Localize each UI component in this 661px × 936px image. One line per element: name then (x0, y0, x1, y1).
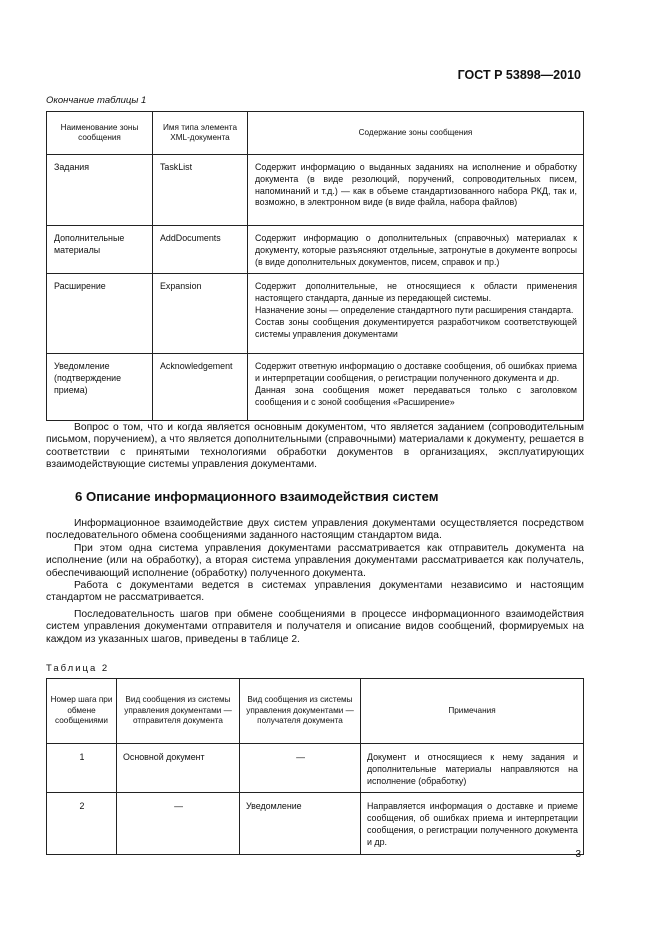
table2 (46, 678, 584, 855)
document-code: ГОСТ Р 53898—2010 (457, 68, 581, 82)
paragraph: При этом одна система управления документами рассматривается как отправитель документа на исполнение (или на обработку), а вторая система управления документами рассматривается как получатель, обеспечивающий исполнение (обработку) полученного документа. (46, 543, 584, 579)
table2-header-notes: Примечания (361, 679, 584, 744)
section-title: 6 Описание информационного взаимодействия систем (75, 489, 439, 504)
content-line: Содержит дополнительные, не относящиеся к области применения настоящего стандарта, данные из передающей системы. (255, 281, 577, 304)
table2-cell-notes: Направляется информация о доставке и приеме сообщения, об ошибках приема и интерпретации сообщения, о регистрации полученного документа и др. (361, 793, 584, 854)
table2-cell-sender: — (117, 793, 240, 854)
table2-cell-notes: Документ и относящиеся к нему задания и дополнительные материалы направляются на исполнение (обработку) (361, 744, 584, 793)
table-row (47, 354, 584, 421)
table1-cell-name: Расширение (47, 274, 153, 354)
table1-caption: Окончание таблицы 1 (46, 95, 147, 106)
table1-header-name: Наименование зоны сообщения (47, 112, 153, 155)
content-line: Состав зоны сообщения документируется разработчиком соответствующей системы управления документами (255, 316, 577, 339)
table2-header-receiver: Вид сообщения из системы управления документами — получателя документа (240, 679, 361, 744)
table2-cell-receiver: — (240, 744, 361, 793)
paragraph: Информационное взаимодействие двух систем управления документами осуществляется посредством последовательного обмена сообщениями заданного настоящим стандартом вида. (46, 518, 584, 542)
table1 (46, 111, 584, 421)
table-row (47, 226, 584, 274)
table1-cell-content (248, 274, 584, 354)
content-line: Назначение зоны — определение стандартного пути расширения стандарта. (255, 304, 574, 315)
table-row (47, 274, 584, 354)
table2-header-step: Номер шага при обмене сообщениями (47, 679, 117, 744)
table1-cell-xml: AddDocuments (153, 226, 248, 274)
table1-header-xml: Имя типа элемента XML-документа (153, 112, 248, 155)
table2-header-row (47, 679, 584, 744)
table1-cell-name: Уведомление (подтверждение приема) (47, 354, 153, 421)
table1-cell-content: Содержит информацию о выданных заданиях на исполнение и обработку документа (в виде резолюций, поручений, сопроводительных писем, напоминаний и т.д.) — как в объеме стандартизованного набора РКД, так и, возможно, в электронном виде (в виде файла, набора файлов) (248, 155, 584, 226)
table2-caption: Таблица 2 (46, 663, 110, 674)
content-line: Данная зона сообщения может передаваться только с заголовком сообщения и с зоной сообщения «Расширение» (255, 384, 577, 407)
table2-cell-step: 1 (47, 744, 117, 793)
table2-cell-receiver: Уведомление (240, 793, 361, 854)
table1-cell-content: Содержит информацию о дополнительных (справочных) материалах к документу, которые разъясняют отдельные, затронутые в документе вопросы (в виде дополнительных документов, писем, справок и пр.) (248, 226, 584, 274)
table2-header-sender: Вид сообщения из системы управления документами — отправителя документа (117, 679, 240, 744)
table1-cell-content (248, 354, 584, 421)
table1-header-content: Содержание зоны сообщения (248, 112, 584, 155)
table2-cell-sender: Основной документ (117, 744, 240, 793)
table1-cell-name: Задания (47, 155, 153, 226)
table-row (47, 793, 584, 854)
paragraph: Работа с документами ведется в системах управления документами независимо и настоящим стандартом не рассматривается. (46, 580, 584, 604)
table2-cell-step: 2 (47, 793, 117, 854)
content-line: Содержит ответную информацию о доставке сообщения, об ошибках приема и интерпретации сообщения, о регистрации полученного документа и др. (255, 361, 577, 384)
table1-cell-xml: TaskList (153, 155, 248, 226)
paragraph: Вопрос о том, что и когда является основным документом, что является заданием (сопроводительным письмом, поручением), а что является дополнительными (справочными) материалами к документу, решается в соответствии с принятыми технологиями обработки документов в организациях, эксплуатирующих взаимодействующие системы управления документами. (46, 422, 584, 471)
table-row (47, 155, 584, 226)
page-number: 3 (575, 849, 581, 860)
table-row (47, 744, 584, 793)
paragraph: Последовательность шагов при обмене сообщениями в процессе информационного взаимодействия систем управления документами отправителя и получателя и описание видов сообщений, формируемых на каждом из указанных шагов, приведены в таблице 2. (46, 609, 584, 645)
table1-header-row (47, 112, 584, 155)
table1-cell-xml: Expansion (153, 274, 248, 354)
table1-cell-xml: Acknowledgement (153, 354, 248, 421)
table1-cell-name: Дополнительные материалы (47, 226, 153, 274)
